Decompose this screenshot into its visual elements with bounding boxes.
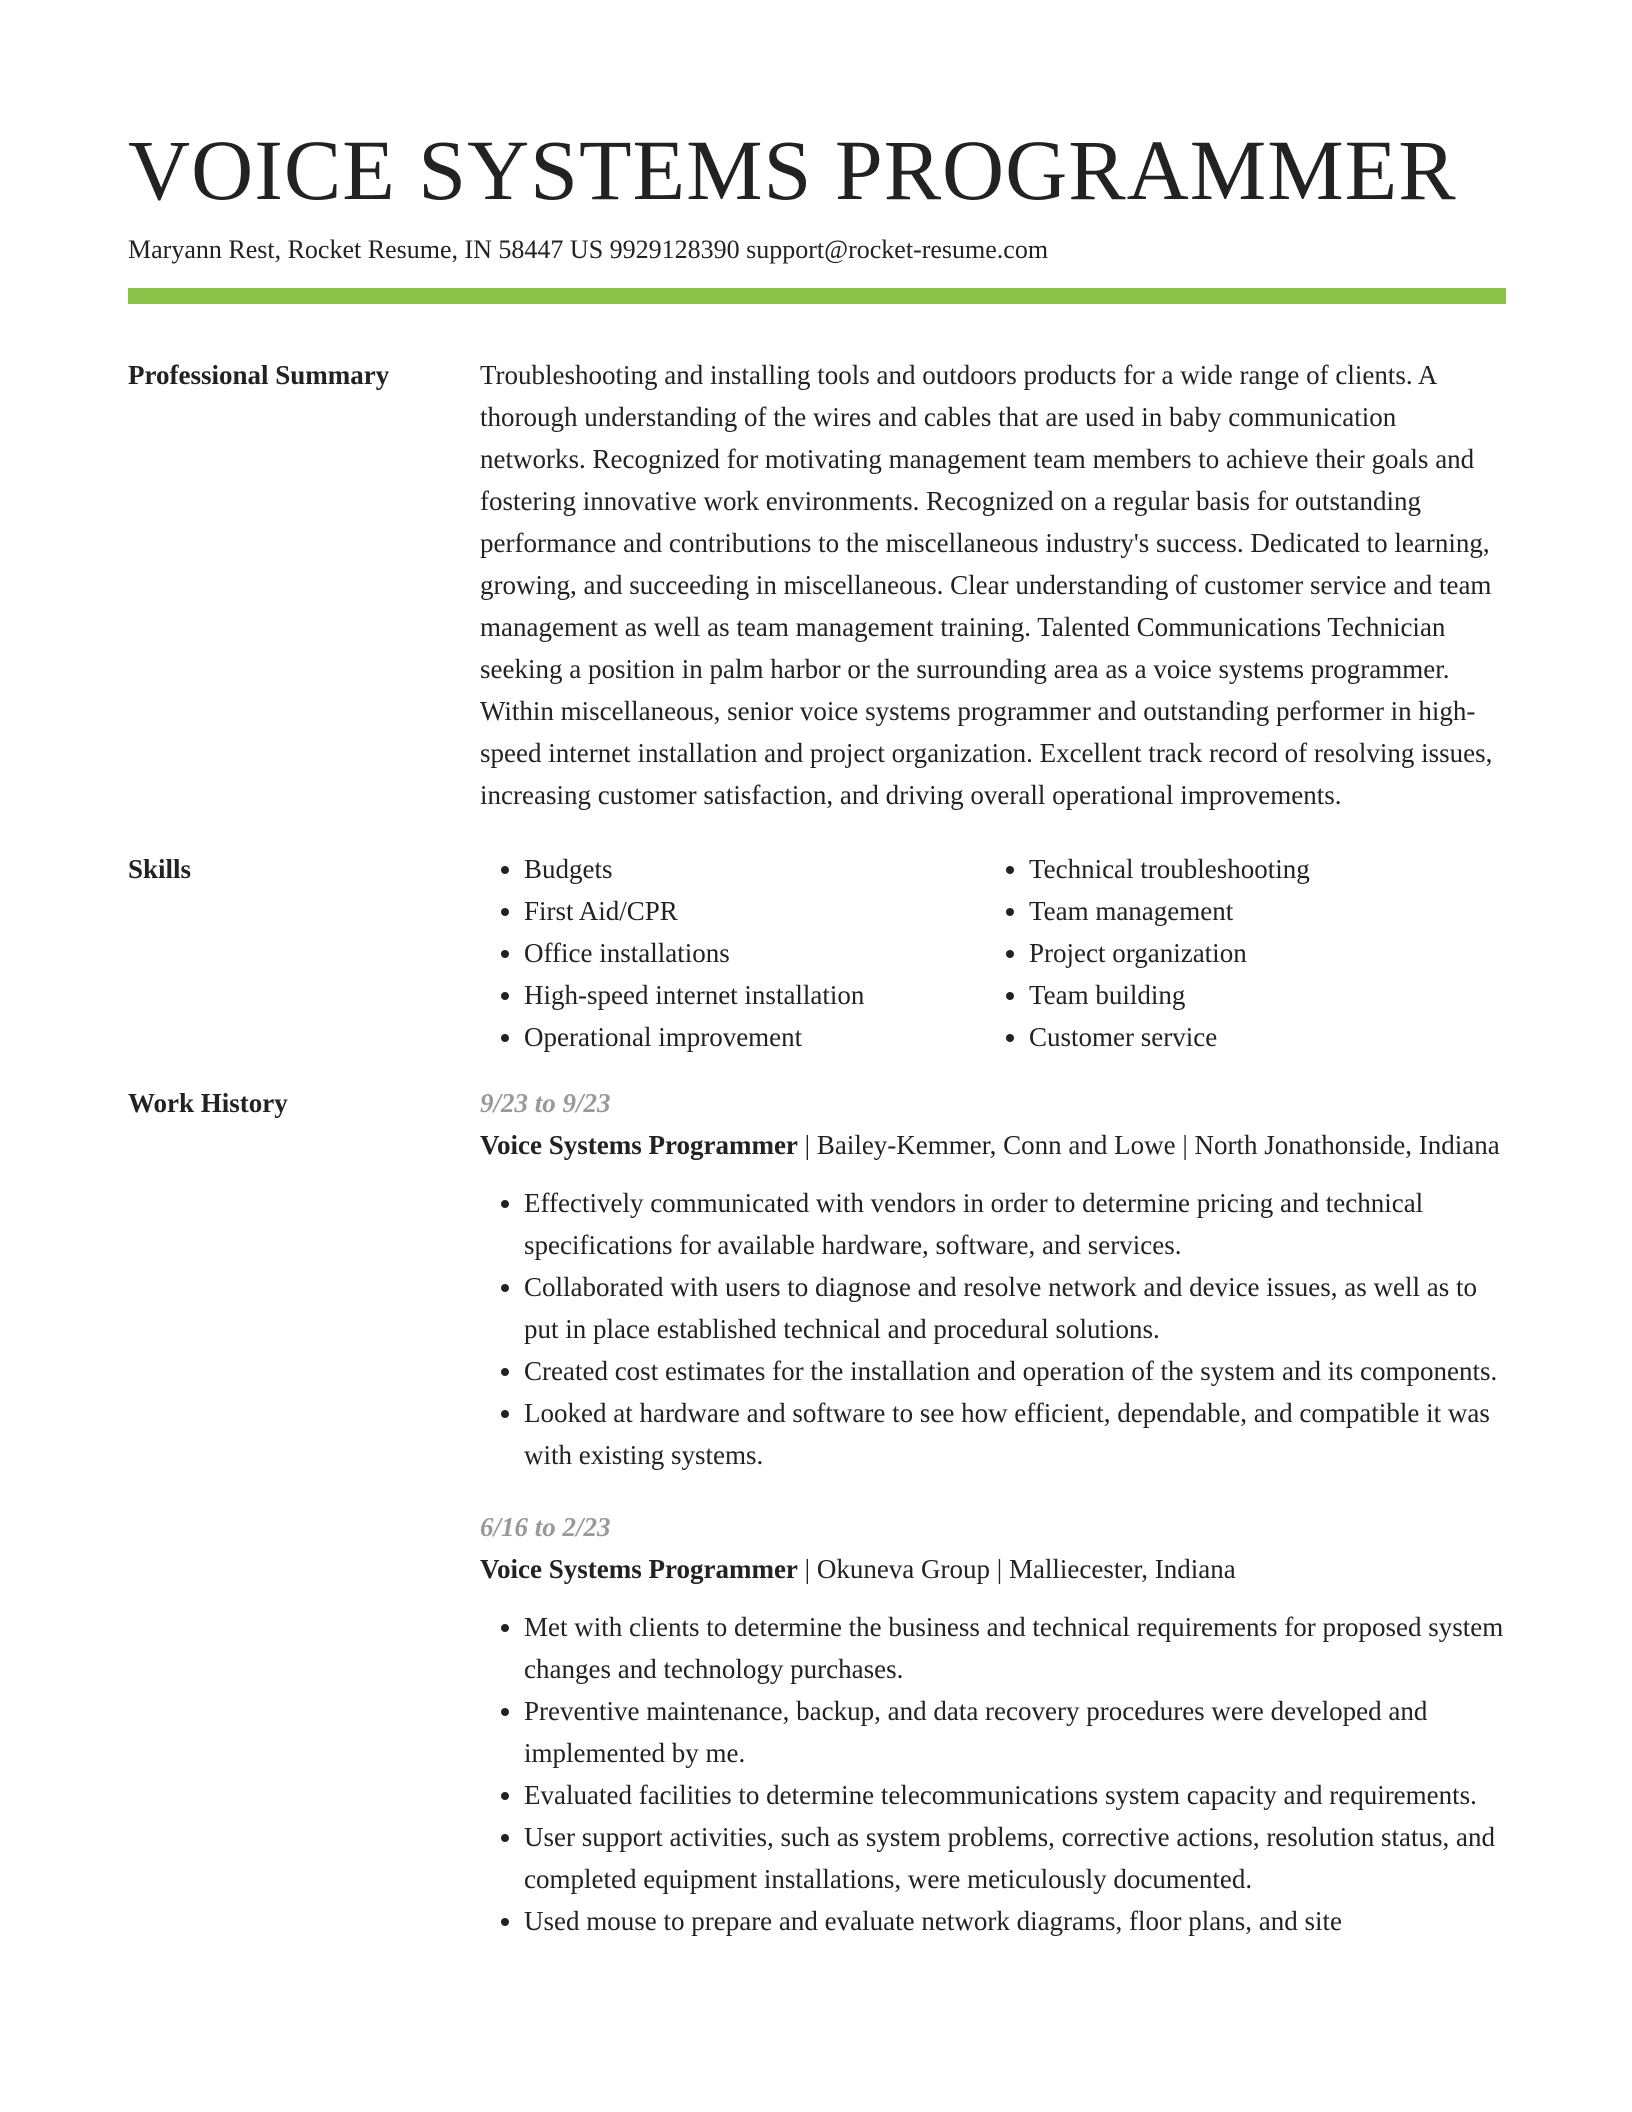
resume-page [128,120,1506,1972]
summary-text: Troubleshooting and installing tools and outdoors products for a wide range of clients. A thorough understanding of the wires and cables that are used in baby communication networks. Recognized for motivating management team members to achieve their goals and fostering innovative work environments. Recognized on a regular basis for outstanding performance and contributions to the miscellaneous industry's success. Dedicated to learning, growing, and succeeding in miscellaneous. Clear understanding of customer service and team management as well as team management training. Talented Communications Technician seeking a position in palm harbor or the surrounding area as a voice systems programmer. Within miscellaneous, senior voice systems programmer and outstanding performer in high-speed internet installation and project organization. Excellent track record of resolving issues, increasing customer satisfaction, and driving overall operational improvements. [480,360,1493,810]
skill-item: • Project organization [1029,932,1506,974]
skills-list-right [985,848,1506,1058]
job-details: | Bailey-Kemmer, Conn and Lowe | North Jonathonside, Indiana [797,1130,1500,1160]
skill-item: • Operational improvement [524,1016,985,1058]
page-title: VOICE SYSTEMS PROGRAMMER [128,122,1457,218]
summary-section [128,354,1506,816]
job-bullets [480,1182,1506,1476]
job-bullet: • Looked at hardware and software to see how efficient, dependable, and compatible it was with existing systems. [524,1392,1506,1476]
skills-section [128,848,1506,1058]
job-bullet: • Effectively communicated with vendors in order to determine pricing and technical specifications for available hardware, software, and services. [524,1182,1506,1266]
section-label-summary: Professional Summary [128,360,390,390]
job-entry [480,1506,1506,1942]
job-title: Voice Systems Programmer [480,1554,798,1584]
skill-item: • High-speed internet installation [524,974,985,1016]
skill-item: • First Aid/CPR [524,890,985,932]
contact-line: Maryann Rest, Rocket Resume, IN 58447 US 9929128390 support@rocket-resume.com [128,235,1049,264]
job-dates: 9/23 to 9/23 [480,1088,611,1118]
job-details: | Okuneva Group | Malliecester, Indiana [797,1554,1236,1584]
job-title: Voice Systems Programmer [480,1130,798,1160]
job-heading [480,1548,1506,1590]
section-label-skills: Skills [128,854,192,884]
section-label-work: Work History [128,1088,288,1118]
skill-item: • Technical troubleshooting [1029,848,1506,890]
skill-item: • Office installations [524,932,985,974]
job-entry [480,1082,1506,1476]
skill-item: • Budgets [524,848,985,890]
job-bullets [480,1606,1506,1942]
job-bullet: • Preventive maintenance, backup, and data recovery procedures were developed and implemented by me. [524,1690,1506,1774]
job-bullet: • User support activities, such as system problems, corrective actions, resolution status, and completed equipment installations, were meticulously documented. [524,1816,1506,1900]
job-bullet: • Evaluated facilities to determine telecommunications system capacity and requirements. [524,1774,1506,1816]
job-dates: 6/16 to 2/23 [480,1512,611,1542]
job-heading [480,1124,1506,1166]
skills-list-left [480,848,985,1058]
job-bullet: • Created cost estimates for the installation and operation of the system and its components. [524,1350,1506,1392]
work-history-section [128,1082,1506,1972]
job-bullet: • Met with clients to determine the business and technical requirements for proposed system changes and technology purchases. [524,1606,1506,1690]
job-bullet: • Collaborated with users to diagnose and resolve network and device issues, as well as to put in place established technical and procedural solutions. [524,1266,1506,1350]
skill-item: • Team management [1029,890,1506,932]
job-bullet: • Used mouse to prepare and evaluate network diagrams, floor plans, and site [524,1900,1506,1942]
skill-item: • Customer service [1029,1016,1506,1058]
accent-divider [128,288,1506,304]
skill-item: • Team building [1029,974,1506,1016]
